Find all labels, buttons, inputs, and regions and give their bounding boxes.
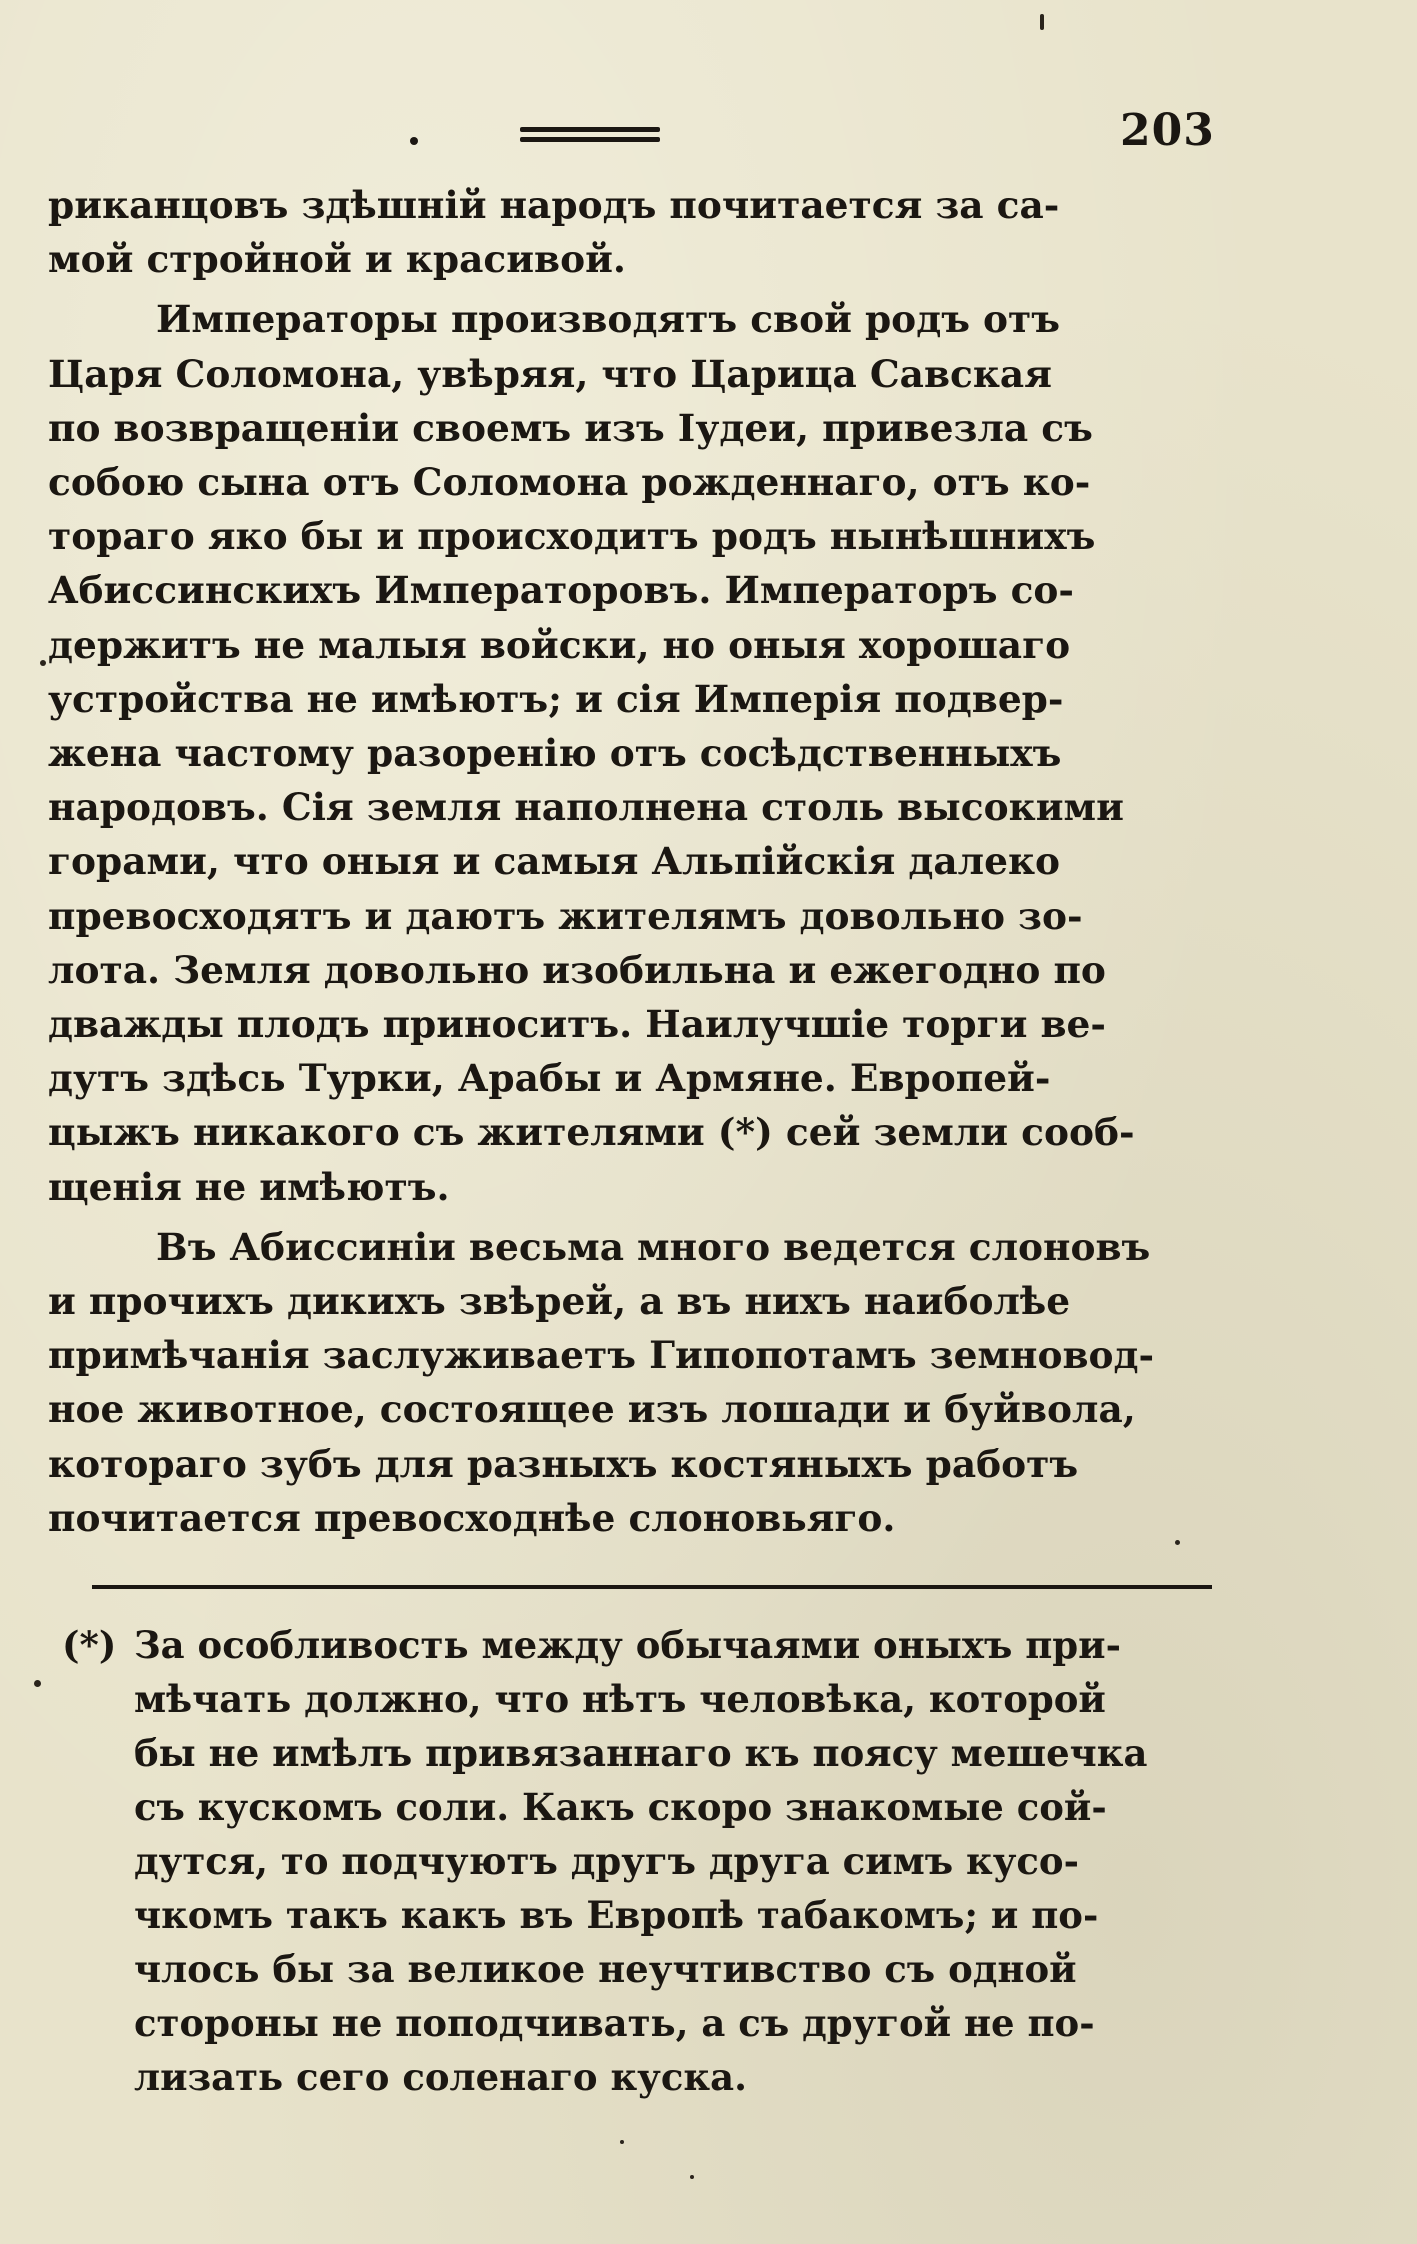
text-line: дважды плодъ приноситъ. Наилучшie торги ве- xyxy=(48,1002,1106,1047)
text-line: народовъ. Сiя земля наполнена столь высокими xyxy=(48,785,1124,830)
text-line: по возвращенiи своемъ изъ Iудеи, привезла съ xyxy=(48,405,1093,450)
text-line: котораго зубъ для разныхъ костяныхъ работъ xyxy=(48,1441,1079,1486)
header-dot xyxy=(410,137,418,145)
text-line: Императоры производятъ свой родъ отъ xyxy=(156,297,1061,342)
text-line: примѣчанiя заслуживаетъ Гипопотамъ земновод- xyxy=(48,1333,1155,1378)
text-line: щенiя не имѣютъ. xyxy=(48,1164,450,1209)
text-line: чкомъ такъ какъ въ Европѣ табакомъ; и по- xyxy=(134,1893,1099,1937)
paragraph-2 xyxy=(48,292,1238,1213)
text-line: бы не имѣлъ привязаннаго къ поясу мешечка xyxy=(134,1731,1148,1775)
text-line: мой стройной и красивой. xyxy=(48,237,626,282)
footnote xyxy=(62,1618,1242,2104)
text-line: лизать сего соленаго куска. xyxy=(134,2055,747,2099)
text-line: держитъ не малыя войски, но оныя хорошаго xyxy=(48,622,1071,667)
footnote-mark: (*) xyxy=(62,1623,117,1667)
text-line: горами, что оныя и самыя Альпiйскiя далеко xyxy=(48,839,1061,884)
text-line: превосходятъ и даютъ жителямъ довольно зо- xyxy=(48,893,1083,938)
text-line: почитается превосходнѣе слоновьяго. xyxy=(48,1495,896,1540)
text-line: лота. Земля довольно изобильна и ежегодно по xyxy=(48,947,1106,992)
text-line: риканцовъ здѣшнiй народъ почитается за са- xyxy=(48,183,1060,227)
text-line: Царя Соломона, увѣряя, что Царица Савская xyxy=(48,351,1052,396)
text-line: цыжъ никакого съ жителями (*) сей земли сооб- xyxy=(48,1110,1135,1155)
text-line: съ кускомъ соли. Какъ скоро знакомые сой- xyxy=(134,1785,1107,1829)
footnote-separator xyxy=(92,1585,1212,1589)
header-ornament-rule xyxy=(520,127,660,147)
text-line: стороны не поподчивать, а съ другой не по- xyxy=(134,2001,1095,2045)
print-speck xyxy=(690,2175,694,2179)
text-line: мѣчать должно, что нѣтъ человѣка, которой xyxy=(134,1677,1106,1721)
text-line: дутся, то подчуютъ другъ друга симъ кусо- xyxy=(134,1839,1079,1883)
text-line: дутъ здѣсь Турки, Арабы и Армяне. Европей- xyxy=(48,1056,1051,1101)
text-line: устройства не имѣютъ; и сiя Имперiя подвер- xyxy=(48,676,1064,721)
print-speck xyxy=(1175,1540,1180,1545)
paragraph-3 xyxy=(48,1220,1238,1545)
page-number: 203 xyxy=(1120,105,1215,156)
page-header xyxy=(0,105,1417,165)
print-speck xyxy=(1040,14,1044,30)
text-line: жена частому разоренiю отъ сосѣдственныхъ xyxy=(48,731,1062,776)
text-line: Абиссинскихъ Императоровъ. Императоръ со- xyxy=(48,568,1074,613)
text-line: собою сына отъ Соломона рожденнаго, отъ ко- xyxy=(48,460,1091,505)
text-line: Въ Абиссинiи весьма много ведется слоновъ xyxy=(156,1224,1151,1269)
print-speck xyxy=(620,2140,624,2144)
text-line: ное животное, состоящее изъ лошади и буйвола, xyxy=(48,1387,1136,1432)
text-line: За особливость между обычаями оныхъ при- xyxy=(134,1623,1121,1667)
text-line: и прочихъ дикихъ звѣрей, а въ нихъ наиболѣе xyxy=(48,1279,1071,1324)
text-line: члось бы за великое неучтивство съ одной xyxy=(134,1947,1077,1991)
text-line: тораго яко бы и происходитъ родъ нынѣшнихъ xyxy=(48,514,1096,559)
print-speck xyxy=(34,1680,41,1687)
print-speck xyxy=(40,660,46,666)
paragraph-1 xyxy=(48,178,1238,286)
main-text xyxy=(48,178,1238,1545)
